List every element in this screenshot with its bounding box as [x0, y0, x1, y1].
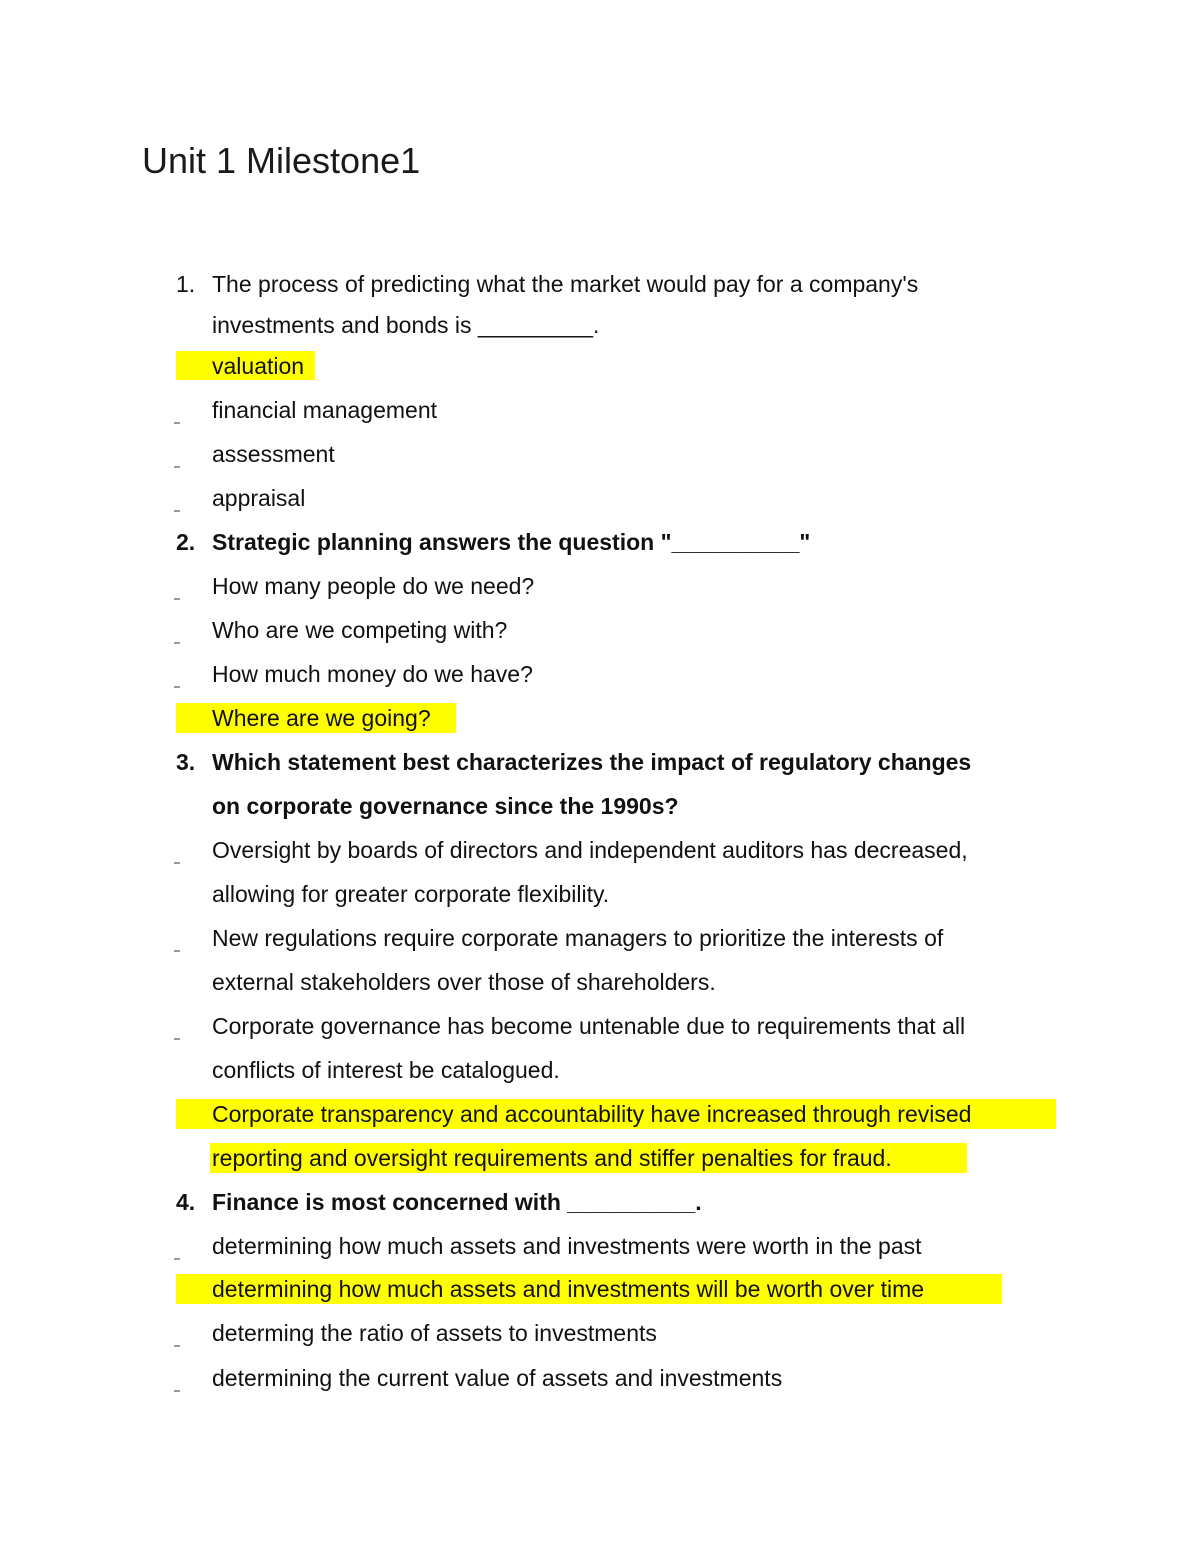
- option-marker: [174, 422, 180, 424]
- question-number: 2.: [176, 529, 196, 555]
- option-text: external stakeholders over those of shareholders.: [212, 969, 716, 995]
- option-text: allowing for greater corporate flexibility.: [212, 881, 610, 907]
- option-text: How many people do we need?: [212, 573, 535, 599]
- option-text: reporting and oversight requirements and stiffer penalties for fraud.: [212, 1145, 892, 1171]
- question-text-line: Strategic planning answers the question "__________": [212, 529, 811, 555]
- answer-option[interactable]: [212, 652, 1062, 696]
- option-marker: [174, 1258, 180, 1260]
- option-marker: [174, 686, 180, 688]
- question-text-line: The process of predicting what the market would pay for a company's: [212, 271, 919, 297]
- option-marker: [174, 1390, 180, 1392]
- question-text-line: Finance is most concerned with __________.: [212, 1189, 702, 1215]
- option-text: Who are we competing with?: [212, 617, 508, 643]
- option-text: appraisal: [212, 485, 306, 511]
- option-marker: [174, 862, 180, 864]
- option-marker: [174, 598, 180, 600]
- option-text: valuation: [212, 353, 305, 379]
- option-marker: [174, 466, 180, 468]
- answer-option-correct[interactable]: [212, 1092, 1062, 1136]
- option-text: determing the ratio of assets to investments: [212, 1320, 657, 1346]
- question-number: 1.: [176, 271, 196, 297]
- option-text: determining how much assets and investments were worth in the past: [212, 1233, 922, 1259]
- option-text: determining how much assets and investments will be worth over time: [212, 1276, 925, 1302]
- answer-option[interactable]: [212, 476, 1062, 520]
- answer-option-continued[interactable]: [212, 1048, 1062, 1092]
- answer-option-correct[interactable]: [212, 1267, 1062, 1311]
- question-text-line: Which statement best characterizes the impact of regulatory changes: [212, 749, 972, 775]
- option-marker: [174, 1345, 180, 1347]
- option-text: How much money do we have?: [212, 661, 533, 687]
- option-text: Corporate governance has become untenable due to requirements that all: [212, 1013, 966, 1039]
- option-text: conflicts of interest be catalogued.: [212, 1057, 560, 1083]
- option-marker: [174, 1038, 180, 1040]
- answer-option[interactable]: [212, 916, 1062, 960]
- answer-option[interactable]: [212, 1356, 1062, 1400]
- option-marker: [174, 510, 180, 512]
- option-text: assessment: [212, 441, 335, 467]
- answer-option[interactable]: [212, 1004, 1062, 1048]
- answer-option[interactable]: [212, 432, 1062, 476]
- option-marker: [174, 642, 180, 644]
- option-text: New regulations require corporate managers to prioritize the interests of: [212, 925, 944, 951]
- answer-option[interactable]: [212, 1224, 1062, 1268]
- answer-option-continued[interactable]: [212, 872, 1062, 916]
- answer-option[interactable]: [212, 828, 1062, 872]
- question-text-line: investments and bonds is _________.: [212, 312, 600, 338]
- answer-option-correct[interactable]: [212, 696, 1062, 740]
- option-text: financial management: [212, 397, 438, 423]
- question-text-line: on corporate governance since the 1990s?: [212, 793, 679, 819]
- question-number: 3.: [176, 749, 196, 775]
- answer-option[interactable]: [212, 1311, 1062, 1355]
- answer-option[interactable]: [212, 564, 1062, 608]
- option-text: determining the current value of assets and investments: [212, 1365, 783, 1391]
- answer-option-correct-continued[interactable]: [212, 1136, 1062, 1180]
- option-text: Corporate transparency and accountability have increased through revised: [212, 1101, 972, 1127]
- option-marker: [174, 950, 180, 952]
- answer-option-correct[interactable]: [212, 344, 1062, 388]
- answer-option[interactable]: [212, 608, 1062, 652]
- option-text: Oversight by boards of directors and independent auditors has decreased,: [212, 837, 968, 863]
- answer-option[interactable]: [212, 388, 1062, 432]
- answer-option-continued[interactable]: [212, 960, 1062, 1004]
- document-title: Unit 1 Milestone1: [142, 140, 421, 181]
- question-number: 4.: [176, 1189, 196, 1215]
- option-text: Where are we going?: [212, 705, 431, 731]
